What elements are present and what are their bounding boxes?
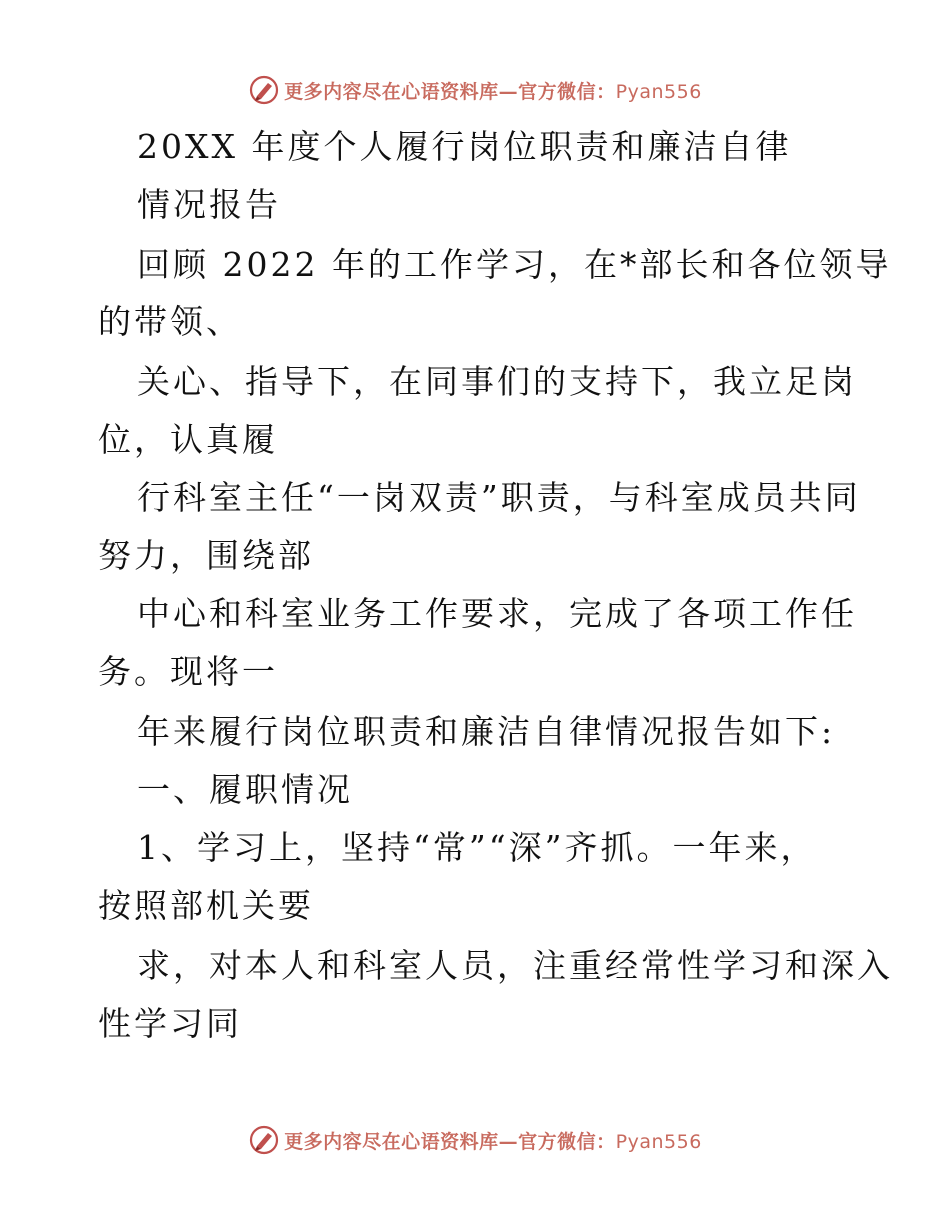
pen-logo-icon xyxy=(248,74,280,106)
paragraph-line: 求，对本人和科室人员，注重经常性学习和深入 xyxy=(137,946,893,985)
watermark-wechat-id: Pyan556 xyxy=(615,1130,702,1153)
paragraph-line: 的带领、 xyxy=(98,302,242,341)
paragraph-line: 按照部机关要 xyxy=(98,886,314,925)
watermark-text: 更多内容尽在心语资料库—官方微信：Pyan556 xyxy=(284,80,702,103)
paragraph-line: 位，认真履 xyxy=(98,420,278,459)
paragraph-line: 1、学习上，坚持“常”“深”齐抓。一年来， xyxy=(137,828,817,867)
paragraph-line: 关心、指导下，在同事们的支持下，我立足岗 xyxy=(137,362,857,401)
watermark-text: 更多内容尽在心语资料库—官方微信：Pyan556 xyxy=(284,1130,702,1153)
paragraph-line: 性学习同 xyxy=(98,1004,242,1043)
footer-watermark xyxy=(0,1120,950,1160)
watermark-wechat-id: Pyan556 xyxy=(615,80,702,103)
paragraph-line: 年来履行岗位职责和廉洁自律情况报告如下: xyxy=(137,712,836,751)
pen-logo-icon xyxy=(248,1124,280,1156)
paragraph-line: 行科室主任“一岗双责”职责，与科室成员共同 xyxy=(137,478,861,517)
paragraph-line: 中心和科室业务工作要求，完成了各项工作任 xyxy=(137,594,857,633)
section-heading: 一、履职情况 xyxy=(137,770,353,809)
document-title-line-2: 情况报告 xyxy=(137,185,281,224)
paragraph-line: 务。现将一 xyxy=(98,652,278,691)
header-watermark xyxy=(0,70,950,110)
document-title-line-1: 20XX 年度个人履行岗位职责和廉洁自律 xyxy=(137,127,792,166)
paragraph-line: 回顾 2022 年的工作学习，在*部长和各位领导 xyxy=(137,245,892,284)
paragraph-line: 努力，围绕部 xyxy=(98,536,314,575)
